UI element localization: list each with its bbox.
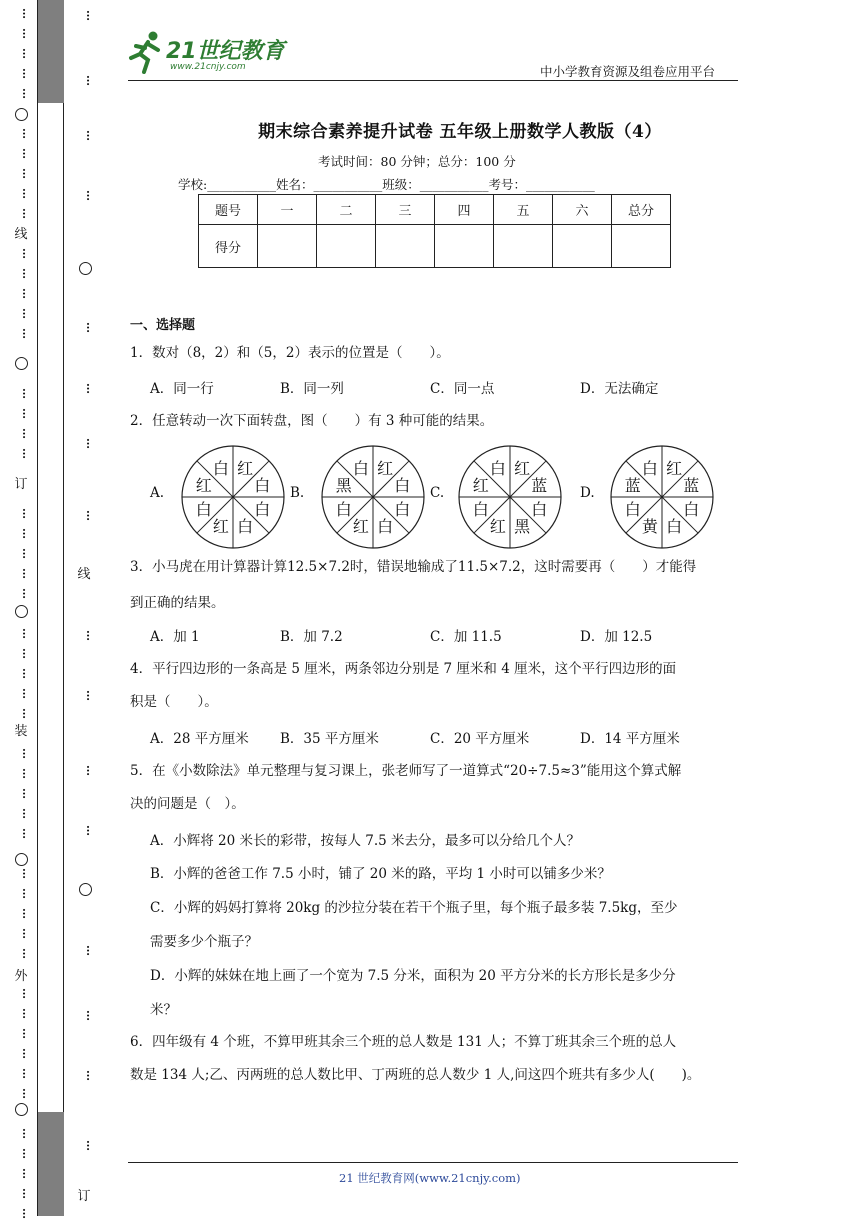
question-1-stem: 1．数对（8，2）和（5，2）表示的位置是（ ）。 — [130, 345, 450, 361]
margin-circle-icon — [15, 357, 28, 370]
score-header-cell: 五 — [494, 195, 553, 225]
question-1-option-a[interactable]: A．同一行 — [150, 381, 214, 397]
margin-dots: … — [20, 1068, 33, 1079]
footer-rule — [128, 1162, 738, 1163]
margin-dots: … — [20, 528, 33, 539]
margin-dots: … — [20, 1208, 33, 1219]
margin-dots: … — [20, 188, 33, 199]
margin-dots: … — [20, 808, 33, 819]
score-cell[interactable] — [494, 225, 553, 268]
margin-dots: … — [20, 168, 33, 179]
question-5-option-c[interactable]: C．小辉的妈妈打算将 20kg 的沙拉分装在若干个瓶子里，每个瓶子最多装 7.5kg，至少 — [150, 900, 678, 916]
header-rule — [128, 80, 738, 81]
spinner-sector-label: 白 — [394, 475, 411, 495]
spinner-sector-label: 白 — [352, 458, 369, 478]
margin-mark-xian: 线 — [14, 227, 28, 242]
margin-dots: … — [20, 508, 33, 519]
margin-dots: … — [84, 690, 97, 701]
margin-circle-icon — [79, 883, 92, 896]
question-1-option-d[interactable]: D．无法确定 — [580, 381, 659, 397]
margin-dots: … — [84, 10, 97, 21]
question-5-stem-line1: 5．在《小数除法》单元整理与复习课上，张老师写了一道算式“20÷7.5≈3”能用这个算式解 — [130, 763, 682, 779]
margin-dots: … — [20, 568, 33, 579]
question-3-option-d[interactable]: D．加 12.5 — [580, 629, 653, 645]
margin-circle-icon — [15, 1103, 28, 1116]
question-2-option-label[interactable]: B. — [290, 485, 305, 501]
margin-dots: … — [20, 408, 33, 419]
logo-name: 21世纪教育 — [166, 39, 285, 64]
question-3-option-b[interactable]: B．加 7.2 — [280, 629, 343, 645]
spinner-sector-label: 红 — [352, 517, 369, 537]
question-3-stem-line2: 到正确的结果。 — [130, 595, 225, 611]
margin-dots: … — [20, 548, 33, 559]
spinner-sector-label: 白 — [254, 475, 271, 495]
margin-dots: … — [20, 88, 33, 99]
margin-dots: … — [20, 28, 33, 39]
question-2-option-label[interactable]: C. — [430, 485, 445, 501]
spinner-sector-label: 白 — [394, 500, 411, 520]
margin-dots: … — [20, 1028, 33, 1039]
exam-fields: 学校:___________姓名：___________班级：___________考号：___________ — [178, 177, 595, 192]
spinner-sector-label: 白 — [195, 500, 212, 520]
question-5-option-b[interactable]: B．小辉的爸爸工作 7.5 小时，铺了 20 米的路，平均 1 小时可以铺多少米？ — [150, 866, 611, 882]
margin-dots: … — [20, 688, 33, 699]
spinner-sector-label: 白 — [683, 500, 700, 520]
spinner-sector-label: 白 — [531, 500, 548, 520]
margin-dots: … — [84, 383, 97, 394]
question-5-option-d-cont: 米？ — [150, 1002, 177, 1018]
margin-dots: … — [84, 1070, 97, 1081]
spinner-sector-label: 蓝 — [531, 475, 548, 495]
margin-dots: … — [20, 908, 33, 919]
margin-inner-mark-xian: 线 — [77, 567, 91, 582]
margin-mark-zhuang: 装 — [14, 724, 28, 739]
spinner-sector-label: 黄 — [641, 517, 658, 537]
question-5-option-a[interactable]: A．小辉将 20 米长的彩带，按每人 7.5 米去分，最多可以分给几个人？ — [150, 833, 581, 849]
margin-dots: … — [84, 630, 97, 641]
spinner-sector-label: 蓝 — [683, 475, 700, 495]
margin-dots: … — [84, 75, 97, 86]
margin-dots: … — [20, 768, 33, 779]
score-row-label: 得分 — [199, 225, 258, 268]
margin-dots: … — [20, 1128, 33, 1139]
question-2-option-label[interactable]: A. — [150, 485, 165, 501]
score-header-cell: 三 — [376, 195, 435, 225]
question-4-option-c[interactable]: C．20 平方厘米 — [430, 731, 530, 747]
spinner-sector-label: 白 — [254, 500, 271, 520]
margin-dots: … — [20, 888, 33, 899]
margin-mark-ding: 订 — [14, 477, 28, 492]
spinner-sector-label: 白 — [666, 517, 683, 537]
question-3-stem-line1: 3．小马虎在用计算器计算12.5×7.2时，错误地输成了11.5×7.2，这时需要再（ ）才能得 — [130, 559, 697, 575]
question-3-option-a[interactable]: A．加 1 — [150, 629, 200, 645]
margin-dots: … — [20, 328, 33, 339]
margin-gray-block-top — [38, 0, 64, 103]
margin-dots: … — [20, 448, 33, 459]
margin-dots: … — [20, 628, 33, 639]
logo-runner-icon — [128, 30, 164, 74]
spinner-sector-label: 白 — [641, 458, 658, 478]
spinner-wheel[interactable] — [609, 444, 715, 550]
score-cell[interactable] — [258, 225, 317, 268]
score-cell[interactable] — [317, 225, 376, 268]
spinner-sector-label: 红 — [514, 458, 531, 478]
margin-dots: … — [20, 648, 33, 659]
margin-dots: … — [20, 48, 33, 59]
margin-dots: … — [20, 868, 33, 879]
spinner-sector-label: 白 — [489, 458, 506, 478]
margin-dots: … — [20, 588, 33, 599]
spinner-wheel[interactable] — [320, 444, 426, 550]
margin-dots: … — [84, 322, 97, 333]
score-header-cell: 四 — [435, 195, 494, 225]
question-4-option-a[interactable]: A．28 平方厘米 — [150, 731, 249, 747]
margin-dots: … — [20, 248, 33, 259]
score-table-score-row — [199, 225, 671, 268]
score-header-cell: 六 — [553, 195, 612, 225]
margin-border-inner — [63, 0, 64, 1216]
spinner-sector-label: 红 — [212, 517, 229, 537]
margin-dots: … — [20, 288, 33, 299]
margin-circle-icon — [15, 605, 28, 618]
margin-dots: … — [84, 945, 97, 956]
question-5-option-d[interactable]: D．小辉的妹妹在地上画了一个宽为 7.5 分米，面积为 20 平方分米的长方形长是多少分 — [150, 968, 676, 984]
margin-dots: … — [20, 988, 33, 999]
margin-circle-icon — [15, 853, 28, 866]
spinner-sector-label: 蓝 — [624, 475, 641, 495]
question-2-option-label[interactable]: D. — [580, 485, 595, 501]
spinner-sector-label: 白 — [212, 458, 229, 478]
question-4-option-b[interactable]: B．35 平方厘米 — [280, 731, 379, 747]
margin-dots: … — [20, 8, 33, 19]
spinner-sector-label: 白 — [377, 517, 394, 537]
margin-dots: … — [20, 708, 33, 719]
margin-dots: … — [20, 128, 33, 139]
spinner-wheel[interactable] — [180, 444, 286, 550]
spinner-sector-label: 白 — [624, 500, 641, 520]
margin-dots: … — [20, 668, 33, 679]
margin-dots: … — [20, 1008, 33, 1019]
margin-gray-block-bottom — [38, 1112, 64, 1216]
spinner-sector-label: 白 — [472, 500, 489, 520]
score-header-cell: 总分 — [612, 195, 671, 225]
margin-dots: … — [84, 438, 97, 449]
spinner-wheel[interactable] — [457, 444, 563, 550]
margin-circle-icon — [79, 262, 92, 275]
margin-dots: … — [20, 928, 33, 939]
score-header-cell: 二 — [317, 195, 376, 225]
margin-dots: … — [20, 148, 33, 159]
margin-mark-wai: 外 — [14, 969, 28, 984]
score-cell[interactable] — [435, 225, 494, 268]
score-header-cell: 题号 — [199, 195, 258, 225]
margin-dots: … — [84, 190, 97, 201]
spinner-sector-label: 红 — [237, 458, 254, 478]
spinner-sector-label: 白 — [237, 517, 254, 537]
question-1-option-b[interactable]: B．同一列 — [280, 381, 344, 397]
spinner-sector-label: 黑 — [514, 517, 531, 537]
margin-dots: … — [20, 308, 33, 319]
score-cell[interactable] — [376, 225, 435, 268]
margin-dots: … — [20, 1188, 33, 1199]
spinner-sector-label: 红 — [377, 458, 394, 478]
section-heading: 一、选择题 — [130, 318, 196, 333]
margin-dots: … — [84, 510, 97, 521]
question-5-stem-line2: 决的问题是（ ）。 — [130, 796, 245, 812]
margin-dots: … — [84, 130, 97, 141]
margin-dots: … — [20, 828, 33, 839]
spinner-sector-label: 白 — [335, 500, 352, 520]
footer-text: 21 世纪教育网(www.21cnjy.com) — [339, 1171, 521, 1185]
exam-info: 考试时间：80 分钟；总分：100 分 — [318, 154, 516, 169]
margin-border-outer — [37, 0, 38, 1216]
margin-dots: … — [20, 1148, 33, 1159]
margin-dots: … — [20, 948, 33, 959]
question-1-option-c[interactable]: C．同一点 — [430, 381, 495, 397]
score-header-cell: 一 — [258, 195, 317, 225]
margin-dots: … — [20, 1048, 33, 1059]
score-cell[interactable] — [553, 225, 612, 268]
margin-dots: … — [20, 788, 33, 799]
margin-inner-mark-ding: 订 — [77, 1189, 91, 1204]
question-6-stem-line1: 6．四年级有 4 个班，不算甲班其余三个班的总人数是 131 人；不算丁班其余三个班的总人 — [130, 1034, 677, 1050]
question-4-stem-line1: 4．平行四边形的一条高是 5 厘米，两条邻边分别是 7 厘米和 4 厘米，这个平行四边形的面 — [130, 661, 677, 677]
question-5-option-c-cont: 需要多少个瓶子？ — [150, 934, 258, 950]
question-2-stem: 2．任意转动一次下面转盘，图（ ）有 3 种可能的结果。 — [130, 413, 494, 429]
margin-dots: … — [84, 1140, 97, 1151]
score-table-header-row — [199, 195, 671, 225]
margin-dots: … — [20, 388, 33, 399]
margin-dots: … — [20, 208, 33, 219]
exam-title: 期末综合素养提升试卷 五年级上册数学人教版（4） — [258, 122, 662, 142]
spinner-sector-label: 红 — [472, 475, 489, 495]
spinner-sector-label: 黑 — [335, 475, 352, 495]
spinner-sector-label: 红 — [195, 475, 212, 495]
question-4-stem-line2: 积是（ ）。 — [130, 694, 218, 710]
margin-dots: … — [84, 765, 97, 776]
spinner-sector-label: 红 — [666, 458, 683, 478]
margin-dots: … — [20, 1088, 33, 1099]
logo-url: www.21cnjy.com — [170, 62, 246, 72]
margin-dots: … — [84, 1010, 97, 1021]
spinner-sector-label: 红 — [489, 517, 506, 537]
margin-dots: … — [20, 1168, 33, 1179]
margin-dots: … — [20, 68, 33, 79]
margin-dots: … — [20, 268, 33, 279]
score-cell[interactable] — [612, 225, 671, 268]
platform-text: 中小学教育资源及组卷应用平台 — [540, 64, 716, 79]
margin-dots: … — [84, 825, 97, 836]
question-4-option-d[interactable]: D．14 平方厘米 — [580, 731, 680, 747]
margin-dots: … — [20, 428, 33, 439]
question-3-option-c[interactable]: C．加 11.5 — [430, 629, 502, 645]
question-6-stem-line2: 数是 134 人;乙、丙两班的总人数比甲、丁两班的总人数少 1 人,问这四个班共有多少人( )。 — [130, 1067, 701, 1083]
score-table — [198, 194, 671, 268]
margin-dots: … — [20, 748, 33, 759]
